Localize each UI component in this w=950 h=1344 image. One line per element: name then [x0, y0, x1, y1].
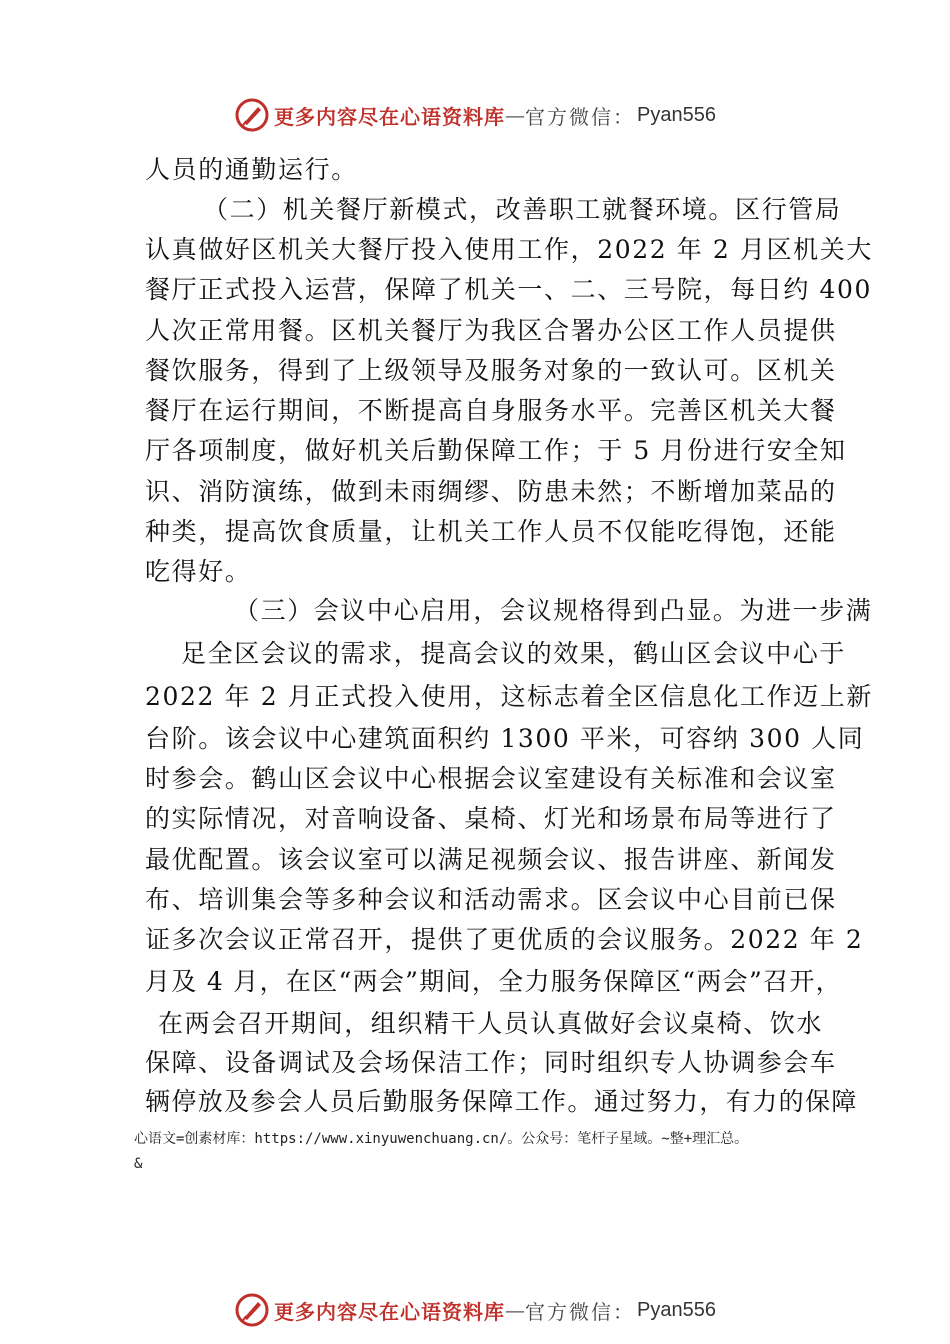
body-line: 月及 4 月，在区“两会”期间，全力服务保障区“两会”召开，	[145, 967, 842, 996]
body-line: 最优配置。该会议室可以满足视频会议、报告讲座、新闻发	[145, 845, 837, 874]
body-line: （三）会议中心启用，会议规格得到凸显。为进一步满	[234, 596, 873, 625]
banner-dash: —	[505, 1298, 526, 1322]
banner-title: 更多内容尽在心语资料库	[274, 104, 506, 129]
pen-feather-logo-icon	[234, 97, 270, 133]
banner-wechat-label: 官方微信：	[525, 1299, 636, 1324]
body-line: 认真做好区机关大餐厅投入使用工作，2022 年 2 月区机关大	[145, 235, 873, 264]
body-line: （二）机关餐厅新模式，改善职工就餐环境。区行管局	[203, 195, 842, 224]
body-line: 足全区会议的需求，提高会议的效果，鹤山区会议中心于	[181, 639, 847, 668]
body-line: 识、消防演练，做到未雨绸缪、防患未然；不断增加菜品的	[145, 477, 837, 506]
banner-wechat-id: Pyan556	[637, 1298, 716, 1321]
body-line: 辆停放及参会人员后勤服务保障工作。通过努力，有力的保障	[145, 1087, 858, 1116]
pen-feather-logo-icon	[234, 1292, 270, 1328]
body-line: 厅各项制度，做好机关后勤保障工作；于 5 月份进行安全知	[145, 436, 847, 465]
bottom-watermark-banner	[0, 1290, 950, 1330]
footnote-symbol: &	[134, 1156, 143, 1172]
footnote-source: 心语文=创素材库：https://www.xinyuwenchuang.cn/。公众号：笔杆子星域。~整+理汇总。	[134, 1131, 749, 1147]
body-line: 餐饮服务，得到了上级领导及服务对象的一致认可。区机关	[145, 356, 837, 385]
body-line: 的实际情况，对音响设备、桌椅、灯光和场景布局等进行了	[145, 804, 837, 833]
body-line: 在两会召开期间，组织精干人员认真做好会议桌椅、饮水	[158, 1009, 824, 1038]
body-line: 种类，提高饮食质量，让机关工作人员不仅能吃得饱，还能	[145, 517, 837, 546]
body-line: 餐厅在运行期间，不断提高自身服务水平。完善区机关大餐	[145, 396, 837, 425]
body-line: 时参会。鹤山区会议中心根据会议室建设有关标准和会议室	[145, 764, 837, 793]
banner-dash: —	[505, 103, 526, 127]
banner-wechat-id: Pyan556	[637, 103, 716, 126]
top-watermark-banner	[0, 95, 950, 135]
banner-wechat-label: 官方微信：	[525, 104, 636, 129]
body-line: 证多次会议正常召开，提供了更优质的会议服务。2022 年 2	[145, 925, 864, 954]
body-line: 餐厅正式投入运营，保障了机关一、二、三号院，每日约 400	[145, 275, 873, 304]
body-line: 台阶。该会议中心建筑面积约 1300 平米，可容纳 300 人同	[145, 724, 865, 753]
body-line: 布、培训集会等多种会议和活动需求。区会议中心目前已保	[145, 885, 837, 914]
body-line: 人次正常用餐。区机关餐厅为我区合署办公区工作人员提供	[145, 316, 837, 345]
body-line: 2022 年 2 月正式投入使用，这标志着全区信息化工作迈上新	[145, 682, 873, 711]
body-line: 人员的通勤运行。	[145, 155, 358, 184]
banner-title: 更多内容尽在心语资料库	[274, 1299, 506, 1324]
body-line: 吃得好。	[145, 557, 252, 586]
body-line: 保障、设备调试及会场保洁工作；同时组织专人协调参会车	[145, 1048, 837, 1077]
